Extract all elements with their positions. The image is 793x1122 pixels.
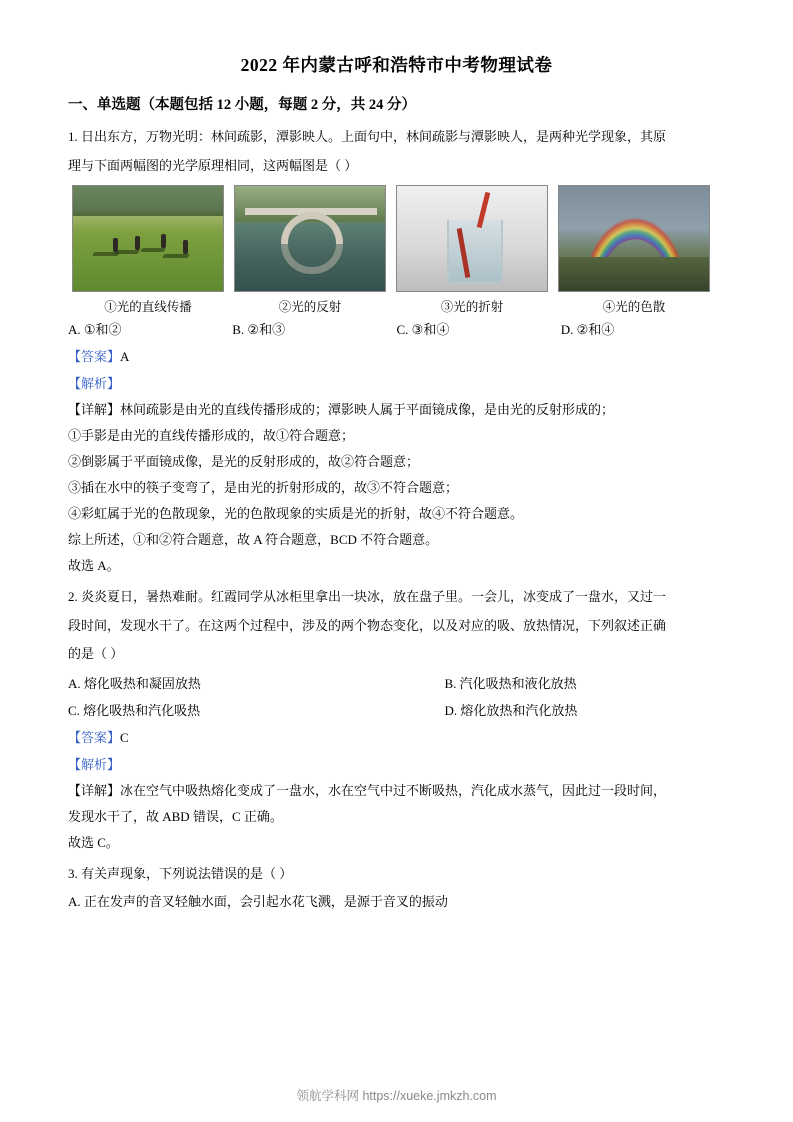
shadow-streak <box>114 250 140 254</box>
question-1-figures <box>72 185 725 292</box>
question-1-detail-line-1: 【详解】林间疏影是由光的直线传播形成的；潭影映人属于平面镜成像，是由光的反射形成的； <box>68 402 615 417</box>
answer-label: 【答案】 <box>68 349 121 364</box>
option-b[interactable]: B. ②和③ <box>232 322 286 337</box>
hill-silhouette <box>559 257 709 291</box>
option-d[interactable]: D. ②和④ <box>560 322 615 337</box>
question-1-detail-line-7: 故选 A。 <box>68 558 120 573</box>
option-c[interactable]: C. 熔化吸热和汽化吸热 <box>68 702 201 718</box>
question-3-stem-line-1: 3. 有关声现象，下列说法错误的是（ ） <box>68 865 293 881</box>
question-1-stem-line-1: 1. 日出东方，万物光明：林间疏影，潭影映人。上面句中，林间疏影与潭影映人，是两种光学现象，其原 <box>68 129 667 144</box>
answer-value: A <box>120 349 130 364</box>
option-b[interactable]: B. 汽化吸热和液化放热 <box>444 675 577 691</box>
shadow-streak <box>162 254 190 258</box>
question-3-option-a[interactable]: A. 正在发声的音叉轻触水面，会引起水花飞溅，是源于音叉的振动 <box>68 894 448 909</box>
option-c[interactable]: C. ③和④ <box>396 322 450 337</box>
figure-shadow <box>72 185 224 292</box>
figure-dispersion <box>558 185 710 292</box>
question-1-detail-line-3: ②倒影属于平面镜成像，是光的反射形成的，故②符合题意； <box>68 454 420 469</box>
question-1-options <box>68 317 725 343</box>
option-d[interactable]: D. 熔化放热和汽化放热 <box>444 702 578 718</box>
question-2 <box>68 584 725 856</box>
figure-reflection <box>234 185 386 292</box>
question-2-options-row-2 <box>68 697 725 724</box>
question-2-detail-line-3: 故选 C。 <box>68 834 119 850</box>
answer-label: 【答案】 <box>68 729 121 745</box>
question-1-analysis-label: 【解析】 <box>68 376 121 391</box>
person-figure <box>161 234 166 248</box>
question-2-answer <box>68 724 725 751</box>
question-1-captions <box>72 297 725 315</box>
question-3 <box>68 861 725 916</box>
question-1-detail-line-6: 综上所述，①和②符合题意，故 A 符合题意，BCD 不符合题意。 <box>68 532 439 547</box>
caption-refraction: ③光的折射 <box>440 300 504 314</box>
bridge-arch-reflection <box>281 244 343 274</box>
question-2-stem-line-2: 段时间，发现水干了。在这两个过程中，涉及的两个物态变化，以及对应的吸、放热情况，下列叙述正确 <box>68 617 667 633</box>
option-a[interactable]: A. ①和② <box>68 322 122 337</box>
question-1-detail-line-4: ③插在水中的筷子变弯了，是由光的折射形成的，故③不符合题意； <box>68 480 459 495</box>
question-2-detail-line-2: 发现水干了，故 ABD 错误，C 正确。 <box>68 808 283 824</box>
caption-reflection: ②光的反射 <box>278 300 342 314</box>
question-2-options-row-1 <box>68 670 725 697</box>
question-1-stem-line-2: 理与下面两幅图的光学原理相同，这两幅图是（ ） <box>68 157 358 173</box>
shadow-streak <box>140 248 166 252</box>
person-figure <box>183 240 188 254</box>
caption-shadow: ①光的直线传播 <box>104 300 192 314</box>
answer-value: C <box>120 729 129 745</box>
question-2-detail-line-1: 【详解】冰在空气中吸热熔化变成了一盘水，水在空气中过不断吸热，汽化成水蒸气，因此过一段时间， <box>68 782 667 798</box>
question-2-stem-line-3: 的是（ ） <box>68 646 124 661</box>
question-1 <box>68 124 725 579</box>
page-title: 2022 年内蒙古呼和浩特市中考物理试卷 <box>240 55 553 75</box>
caption-dispersion: ④光的色散 <box>602 300 666 314</box>
tree-line <box>73 186 223 216</box>
question-1-detail-line-5: ④彩虹属于光的色散现象，光的色散现象的实质是光的折射，故④不符合题意。 <box>68 506 524 521</box>
water-glass <box>447 220 503 284</box>
question-2-stem-line-1: 2. 炎炎夏日，暑热难耐。红霞同学从冰柜里拿出一块冰，放在盘子里。一会儿，冰变成了一盘水，又过一 <box>68 589 667 604</box>
question-2-analysis-label: 【解析】 <box>68 756 121 772</box>
page-footer: 领航学科网 https://xueke.jmkzh.com <box>296 1089 497 1103</box>
person-figure <box>135 236 140 250</box>
option-a[interactable]: A. 熔化吸热和凝固放热 <box>68 675 201 691</box>
section-heading: 一、单选题（本题包括 12 小题，每题 2 分，共 24 分） <box>68 97 416 113</box>
question-1-detail-line-2: ①手影是由光的直线传播形成的，故①符合题意； <box>68 428 355 443</box>
figure-refraction <box>396 185 548 292</box>
question-1-answer <box>68 343 725 370</box>
